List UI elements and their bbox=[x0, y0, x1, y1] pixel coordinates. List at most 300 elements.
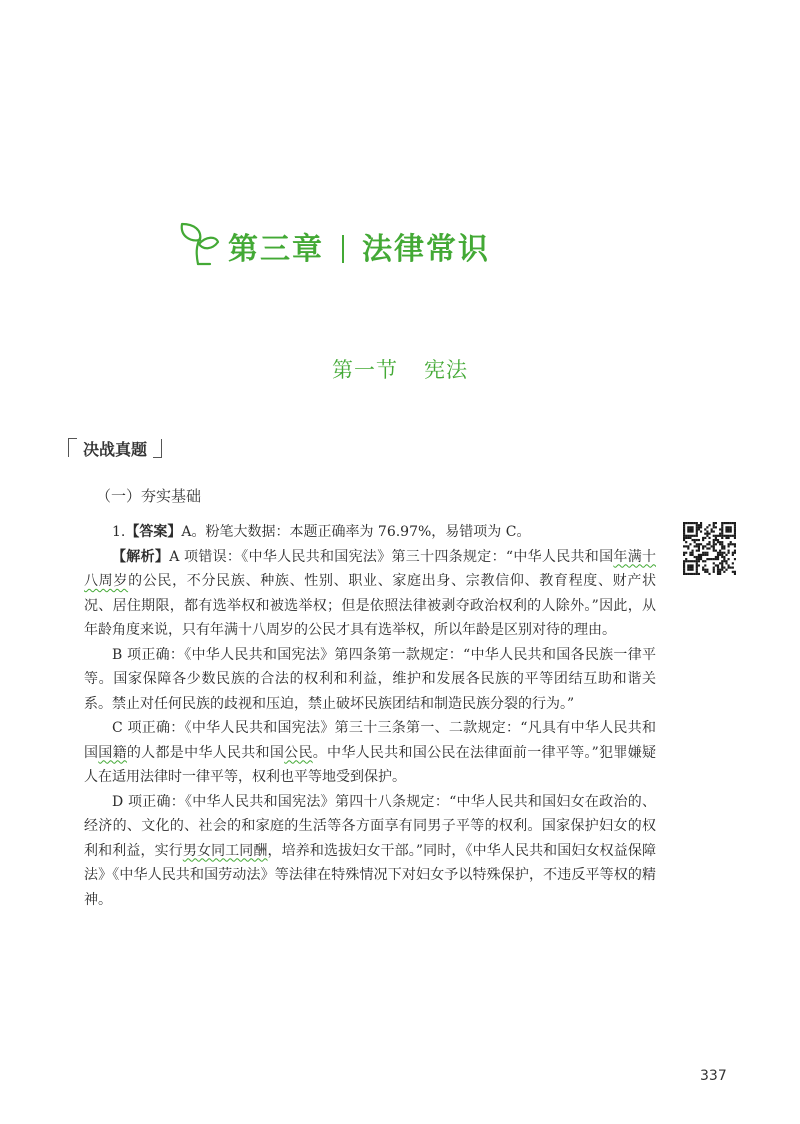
qr-module bbox=[698, 543, 700, 545]
qr-module bbox=[694, 539, 696, 541]
qr-module bbox=[696, 550, 698, 552]
qr-module bbox=[696, 535, 698, 537]
qr-module bbox=[734, 528, 736, 530]
qr-module bbox=[717, 556, 719, 558]
qr-module bbox=[728, 535, 730, 537]
qr-module bbox=[721, 556, 723, 558]
qr-module bbox=[687, 547, 689, 549]
qr-module bbox=[734, 550, 736, 552]
answer-label: 【答案】 bbox=[125, 524, 182, 540]
qr-module bbox=[717, 571, 719, 573]
qr-module bbox=[683, 522, 685, 524]
qr-module bbox=[698, 573, 700, 575]
qr-module bbox=[687, 545, 689, 547]
qr-module bbox=[713, 526, 715, 528]
qr-module bbox=[725, 569, 727, 571]
qr-module bbox=[721, 533, 723, 535]
section-number: 第一节 bbox=[332, 358, 398, 382]
qr-module bbox=[683, 533, 685, 535]
qr-module bbox=[723, 547, 725, 549]
qr-module bbox=[696, 564, 698, 566]
qr-module bbox=[723, 535, 725, 537]
qr-module bbox=[704, 552, 706, 554]
qr-module bbox=[704, 528, 706, 530]
qr-module bbox=[721, 530, 723, 532]
qr-module bbox=[721, 537, 723, 539]
qr-module bbox=[706, 547, 708, 549]
qr-module bbox=[691, 526, 693, 528]
qr-module bbox=[723, 522, 725, 524]
qr-module bbox=[687, 569, 689, 571]
qr-module bbox=[700, 524, 702, 526]
qr-module bbox=[725, 554, 727, 556]
qr-module bbox=[689, 554, 691, 556]
qr-module bbox=[683, 526, 685, 528]
qr-module bbox=[728, 558, 730, 560]
qr-module bbox=[713, 524, 715, 526]
qr-module bbox=[696, 569, 698, 571]
qr-module bbox=[689, 543, 691, 545]
qr-module bbox=[691, 550, 693, 552]
qr-module bbox=[689, 526, 691, 528]
chapter-header bbox=[172, 216, 490, 276]
highlight-age: 年满十八周岁 bbox=[84, 548, 656, 589]
qr-module bbox=[683, 528, 685, 530]
qr-module bbox=[704, 571, 706, 573]
qr-module bbox=[706, 543, 708, 545]
qr-module bbox=[713, 571, 715, 573]
qr-module bbox=[719, 550, 721, 552]
bracket-left-icon bbox=[68, 438, 77, 457]
qr-module bbox=[708, 543, 710, 545]
analysis-label: 【解析】 bbox=[112, 548, 170, 565]
qr-module bbox=[725, 522, 727, 524]
qr-module bbox=[691, 528, 693, 530]
qr-module bbox=[691, 552, 693, 554]
qr-module bbox=[708, 533, 710, 535]
qr-module bbox=[702, 552, 704, 554]
qr-module bbox=[723, 558, 725, 560]
qr-module bbox=[706, 526, 708, 528]
qr-module bbox=[721, 541, 723, 543]
qr-module bbox=[711, 530, 713, 532]
qr-module bbox=[689, 528, 691, 530]
qr-module bbox=[723, 556, 725, 558]
qr-module bbox=[721, 569, 723, 571]
qr-module bbox=[725, 562, 727, 564]
qr-module bbox=[696, 543, 698, 545]
qr-module bbox=[691, 567, 693, 569]
qr-module bbox=[711, 545, 713, 547]
qr-module bbox=[702, 545, 704, 547]
qr-module bbox=[691, 522, 693, 524]
qr-module bbox=[717, 541, 719, 543]
qr-module bbox=[713, 547, 715, 549]
qr-module bbox=[715, 539, 717, 541]
qr-module bbox=[702, 567, 704, 569]
qr-module bbox=[685, 552, 687, 554]
qr-module bbox=[683, 545, 685, 547]
qr-module bbox=[721, 547, 723, 549]
qr-module bbox=[696, 556, 698, 558]
qr-module bbox=[725, 526, 727, 528]
qr-module bbox=[698, 556, 700, 558]
qr-module bbox=[691, 564, 693, 566]
sub-heading: （一）夯实基础 bbox=[96, 487, 202, 505]
qr-module bbox=[734, 543, 736, 545]
qr-module bbox=[732, 552, 734, 554]
qr-module bbox=[721, 554, 723, 556]
qr-module bbox=[713, 522, 715, 524]
qr-module bbox=[696, 560, 698, 562]
qr-module bbox=[723, 560, 725, 562]
qr-module bbox=[715, 537, 717, 539]
qr-module bbox=[715, 564, 717, 566]
qr-module bbox=[730, 535, 732, 537]
qr-module bbox=[683, 524, 685, 526]
section-name: 宪法 bbox=[424, 358, 468, 382]
qr-module bbox=[734, 530, 736, 532]
qr-module bbox=[700, 522, 702, 524]
qr-module bbox=[698, 545, 700, 547]
qr-module bbox=[689, 573, 691, 575]
qr-module bbox=[721, 567, 723, 569]
qr-module bbox=[685, 535, 687, 537]
qr-module bbox=[706, 552, 708, 554]
qr-module bbox=[702, 560, 704, 562]
qr-module bbox=[704, 537, 706, 539]
qr-module bbox=[734, 533, 736, 535]
qr-module bbox=[723, 545, 725, 547]
qr-module bbox=[687, 567, 689, 569]
qr-module bbox=[732, 567, 734, 569]
qr-module bbox=[689, 537, 691, 539]
qr-module bbox=[713, 539, 715, 541]
qr-module bbox=[687, 522, 689, 524]
qr-module bbox=[717, 558, 719, 560]
qr-module bbox=[732, 543, 734, 545]
qr-module bbox=[728, 552, 730, 554]
qr-module bbox=[685, 545, 687, 547]
qr-module bbox=[683, 554, 685, 556]
qr-module bbox=[725, 560, 727, 562]
qr-module bbox=[704, 564, 706, 566]
qr-module bbox=[730, 522, 732, 524]
qr-module bbox=[691, 554, 693, 556]
qr-module bbox=[717, 552, 719, 554]
qr-module bbox=[691, 539, 693, 541]
qr-module bbox=[725, 537, 727, 539]
answer-text: A。粉笔大数据：本题正确率为 76.97%，易错项为 C。 bbox=[181, 524, 531, 540]
qr-module bbox=[685, 558, 687, 560]
qr-module bbox=[694, 522, 696, 524]
qr-module bbox=[734, 522, 736, 524]
qr-module bbox=[728, 567, 730, 569]
qr-module bbox=[700, 554, 702, 556]
qr-module bbox=[683, 560, 685, 562]
qr-module bbox=[694, 560, 696, 562]
qr-module bbox=[717, 564, 719, 566]
qr-module bbox=[713, 550, 715, 552]
qr-module bbox=[730, 530, 732, 532]
qr-module bbox=[715, 550, 717, 552]
qr-module bbox=[683, 564, 685, 566]
qr-module bbox=[717, 567, 719, 569]
qr-module bbox=[700, 556, 702, 558]
qr-module bbox=[687, 535, 689, 537]
qr-module bbox=[683, 567, 685, 569]
qr-module bbox=[721, 564, 723, 566]
qr-module bbox=[706, 533, 708, 535]
qr-module bbox=[691, 573, 693, 575]
qr-module bbox=[719, 533, 721, 535]
qr-module bbox=[689, 522, 691, 524]
qr-module bbox=[713, 569, 715, 571]
bracket-right-icon bbox=[153, 439, 162, 458]
qr-module bbox=[713, 567, 715, 569]
qr-module bbox=[717, 573, 719, 575]
answer-line bbox=[84, 520, 656, 545]
qr-module bbox=[687, 530, 689, 532]
analysis-paragraph-c: C 项正确：《中华人民共和国宪法》第三十三条第一、二款规定：“凡具有中华人民共和国国籍的人都是中华人民共和国公民。中华人民共和国公民在法律面前一律平等。”犯罪嫌疑人在适用法律时一律平等，权利也平等地受到保护。 bbox=[84, 720, 657, 785]
qr-module bbox=[698, 558, 700, 560]
qr-module bbox=[734, 535, 736, 537]
qr-module bbox=[706, 530, 708, 532]
qr-module bbox=[698, 554, 700, 556]
answer-body bbox=[84, 520, 656, 912]
chapter-subject: 法律常识 bbox=[362, 232, 490, 267]
qr-module bbox=[702, 554, 704, 556]
qr-module bbox=[719, 535, 721, 537]
qr-module bbox=[721, 562, 723, 564]
qr-module bbox=[730, 526, 732, 528]
qr-module bbox=[728, 528, 730, 530]
qr-module bbox=[704, 560, 706, 562]
qr-module bbox=[696, 539, 698, 541]
qr-module bbox=[706, 535, 708, 537]
qr-module bbox=[683, 530, 685, 532]
qr-module bbox=[708, 547, 710, 549]
block-heading bbox=[68, 435, 162, 461]
question-number: 1. bbox=[112, 524, 126, 540]
qr-module bbox=[728, 530, 730, 532]
qr-module bbox=[728, 564, 730, 566]
qr-module bbox=[734, 571, 736, 573]
qr-module bbox=[689, 535, 691, 537]
qr-module bbox=[698, 564, 700, 566]
qr-module bbox=[717, 569, 719, 571]
qr-module bbox=[696, 533, 698, 535]
qr-module bbox=[691, 530, 693, 532]
qr-module bbox=[708, 573, 710, 575]
qr-module bbox=[732, 571, 734, 573]
qr-module bbox=[683, 573, 685, 575]
qr-module bbox=[708, 537, 710, 539]
qr-module bbox=[683, 537, 685, 539]
page-number: 337 bbox=[700, 1068, 727, 1084]
qr-module bbox=[696, 573, 698, 575]
qr-module bbox=[725, 528, 727, 530]
qr-module bbox=[713, 543, 715, 545]
qr-module bbox=[719, 543, 721, 545]
qr-module bbox=[728, 522, 730, 524]
analysis-paragraph-a: 【解析】A 项错误：《中华人民共和国宪法》第三十四条规定：“中华人民共和国年满十八周岁的公民，不分民族、种族、性别、职业、家庭出身、宗教信仰、教育程度、财产状况、居住期限，都有选举权和被选举权；但是依照法律被剥夺政治权利的人除外。”因此，从年龄角度来说，只有年满十八周岁的公民才具有选举权，所以年龄是区别对待的理由。 bbox=[84, 548, 657, 638]
qr-module bbox=[734, 545, 736, 547]
qr-module bbox=[721, 524, 723, 526]
qr-module bbox=[723, 567, 725, 569]
qr-module bbox=[717, 539, 719, 541]
qr-module bbox=[713, 558, 715, 560]
qr-module bbox=[719, 554, 721, 556]
qr-module bbox=[713, 562, 715, 564]
qr-module bbox=[696, 562, 698, 564]
qr-module bbox=[719, 528, 721, 530]
qr-module bbox=[732, 562, 734, 564]
qr-module bbox=[702, 569, 704, 571]
qr-module bbox=[698, 539, 700, 541]
qr-module bbox=[683, 552, 685, 554]
qr-module bbox=[708, 541, 710, 543]
qr-module bbox=[725, 530, 727, 532]
qr-module bbox=[719, 569, 721, 571]
qr-module bbox=[721, 526, 723, 528]
qr-module bbox=[719, 552, 721, 554]
qr-module bbox=[689, 560, 691, 562]
qr-module bbox=[715, 543, 717, 545]
qr-module bbox=[719, 541, 721, 543]
qr-module bbox=[687, 537, 689, 539]
qr-module bbox=[728, 537, 730, 539]
qr-module bbox=[715, 526, 717, 528]
qr-module bbox=[696, 571, 698, 573]
qr-module bbox=[683, 569, 685, 571]
qr-module bbox=[706, 571, 708, 573]
qr-module bbox=[704, 554, 706, 556]
chapter-divider bbox=[342, 235, 344, 263]
qr-module bbox=[708, 524, 710, 526]
qr-module bbox=[734, 558, 736, 560]
sprout-icon bbox=[172, 218, 222, 268]
qr-module bbox=[702, 539, 704, 541]
qr-module bbox=[734, 524, 736, 526]
qr-module bbox=[687, 564, 689, 566]
qr-module bbox=[685, 573, 687, 575]
qr-module bbox=[698, 560, 700, 562]
qr-module bbox=[696, 522, 698, 524]
qr-module bbox=[698, 526, 700, 528]
block-heading-label: 决战真题 bbox=[83, 439, 148, 459]
qr-module bbox=[721, 522, 723, 524]
chapter-number: 第三章 bbox=[228, 232, 324, 267]
qr-module bbox=[694, 545, 696, 547]
analysis-paragraph-b: B 项正确：《中华人民共和国宪法》第四条第一款规定：“中华人民共和国各民族一律平等。国家保障各少数民族的合法的权利和利益，维护和发展各民族的平等团结互助和谐关系。禁止对任何民族的歧视和压迫，禁止破坏民族团结和制造民族分裂的行为。” bbox=[84, 646, 656, 712]
qr-module bbox=[715, 556, 717, 558]
section-title bbox=[0, 354, 800, 384]
qr-module bbox=[704, 569, 706, 571]
qr-module bbox=[683, 539, 685, 541]
qr-module bbox=[687, 573, 689, 575]
qr-module bbox=[696, 528, 698, 530]
qr-module bbox=[717, 535, 719, 537]
qr-module bbox=[689, 564, 691, 566]
qr-module bbox=[700, 558, 702, 560]
qr-module bbox=[711, 528, 713, 530]
qr-code-icon bbox=[683, 522, 736, 575]
qr-module bbox=[721, 535, 723, 537]
qr-module bbox=[728, 543, 730, 545]
qr-module bbox=[730, 543, 732, 545]
qr-module bbox=[728, 526, 730, 528]
qr-module bbox=[706, 558, 708, 560]
qr-module bbox=[685, 541, 687, 543]
qr-module bbox=[719, 562, 721, 564]
qr-module bbox=[694, 573, 696, 575]
qr-module bbox=[704, 533, 706, 535]
qr-module bbox=[728, 550, 730, 552]
qr-module bbox=[689, 569, 691, 571]
qr-module bbox=[687, 526, 689, 528]
chapter-title bbox=[228, 224, 490, 268]
qr-module bbox=[700, 543, 702, 545]
qr-module bbox=[725, 535, 727, 537]
qr-module bbox=[696, 526, 698, 528]
qr-module bbox=[700, 530, 702, 532]
qr-module bbox=[715, 522, 717, 524]
qr-module bbox=[685, 560, 687, 562]
qr-module bbox=[728, 545, 730, 547]
qr-module bbox=[694, 541, 696, 543]
qr-module bbox=[698, 547, 700, 549]
qr-module bbox=[730, 528, 732, 530]
qr-module bbox=[683, 571, 685, 573]
qr-module bbox=[706, 569, 708, 571]
qr-module bbox=[696, 567, 698, 569]
highlight-citizen: 公民 bbox=[284, 744, 313, 761]
qr-module bbox=[696, 558, 698, 560]
qr-module bbox=[721, 552, 723, 554]
qr-module bbox=[734, 526, 736, 528]
qr-module bbox=[702, 547, 704, 549]
qr-module bbox=[691, 535, 693, 537]
qr-module bbox=[717, 554, 719, 556]
qr-module bbox=[700, 526, 702, 528]
qr-module bbox=[732, 535, 734, 537]
qr-module bbox=[721, 528, 723, 530]
qr-module bbox=[723, 571, 725, 573]
qr-module bbox=[694, 556, 696, 558]
qr-module bbox=[719, 571, 721, 573]
highlight-equal-pay: 男女同工同酬 bbox=[182, 842, 268, 859]
qr-module bbox=[696, 524, 698, 526]
qr-module bbox=[706, 554, 708, 556]
qr-module bbox=[721, 545, 723, 547]
qr-module bbox=[683, 562, 685, 564]
qr-module bbox=[696, 530, 698, 532]
qr-module bbox=[683, 535, 685, 537]
qr-module bbox=[711, 558, 713, 560]
qr-module bbox=[734, 573, 736, 575]
analysis-paragraph-d: D 项正确：《中华人民共和国宪法》第四十八条规定：“中华人民共和国妇女在政治的、经济的、文化的、社会的和家庭的生活等各方面享有同男子平等的权利。国家保护妇女的权利和利益，实行男女同工同酬，培养和选拔妇女干部。”同时，《中华人民共和国妇女权益保障法》《中华人民共和国劳动法》等法律在特殊情况下对妇女予以特殊保护，不违反平等权的精神。 bbox=[84, 793, 657, 908]
qr-module bbox=[732, 554, 734, 556]
qr-module bbox=[719, 573, 721, 575]
qr-module bbox=[696, 545, 698, 547]
qr-module bbox=[685, 522, 687, 524]
qr-module bbox=[713, 530, 715, 532]
qr-module bbox=[689, 530, 691, 532]
qr-module bbox=[713, 541, 715, 543]
highlight-nationality: 国籍 bbox=[98, 744, 127, 761]
qr-module bbox=[694, 535, 696, 537]
